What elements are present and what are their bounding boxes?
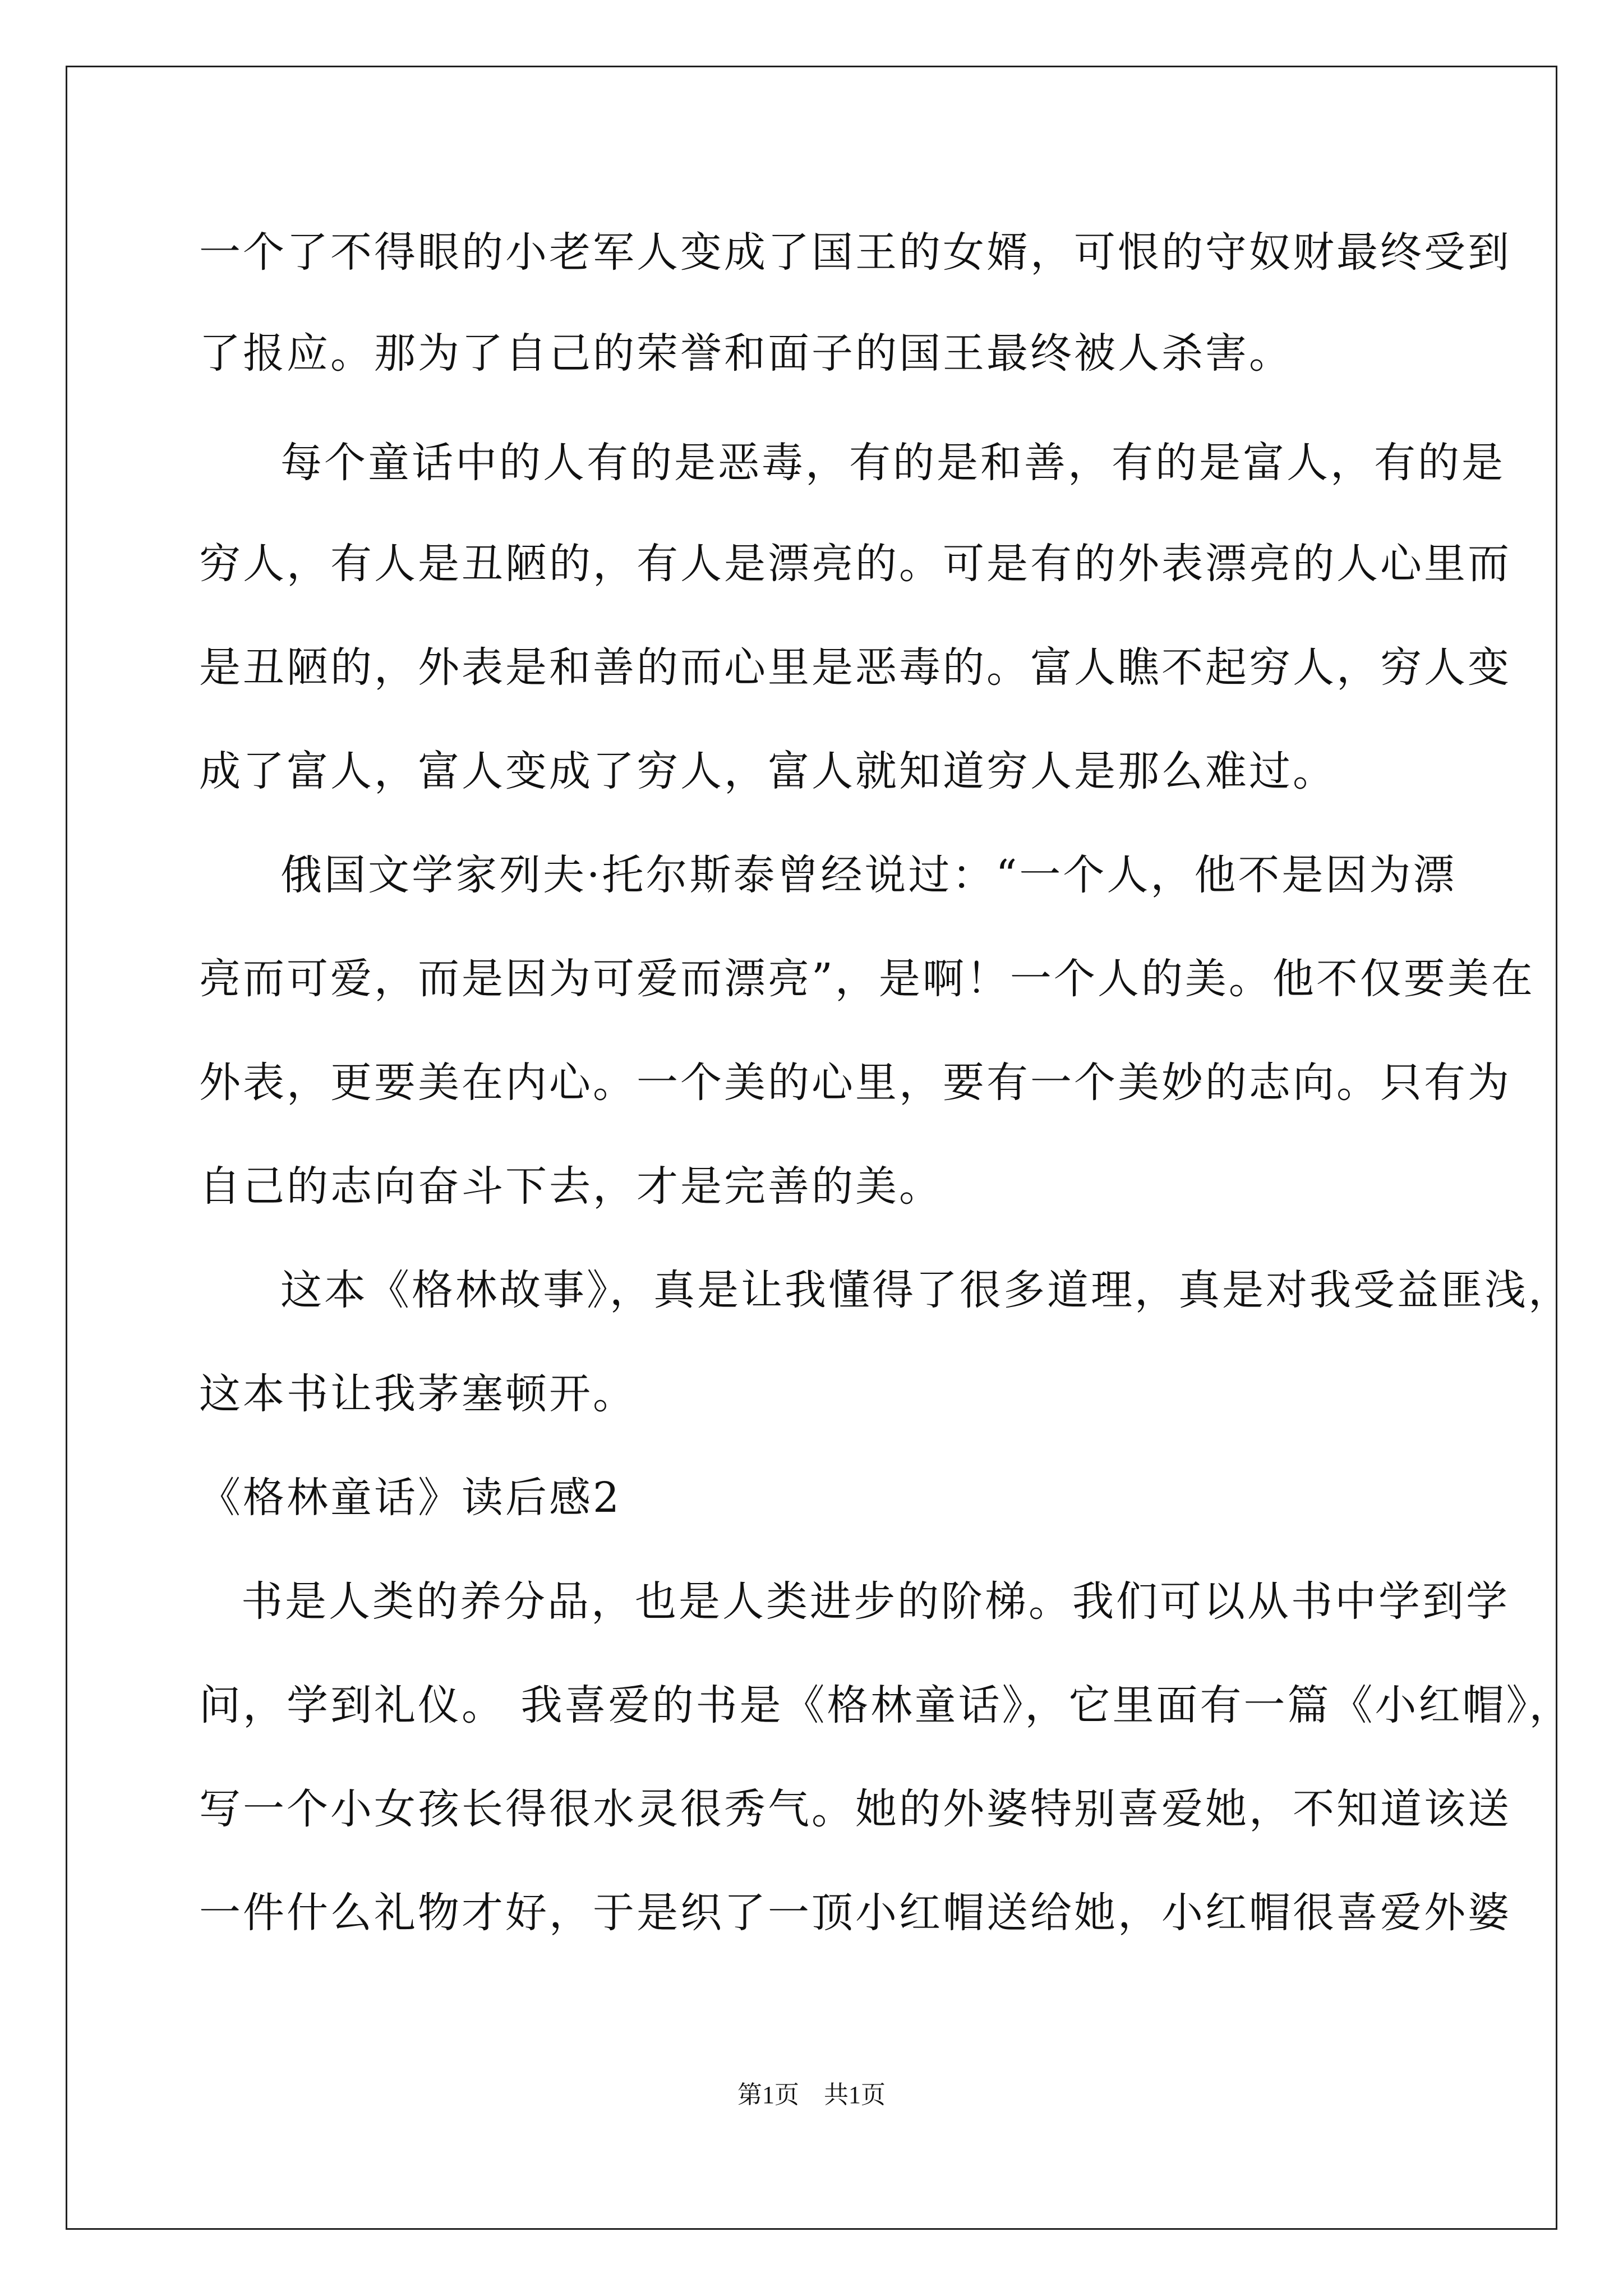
text-line: 一件什么礼物才好，于是织了一顶小红帽送给她，小红帽很喜爱外婆: [199, 1889, 1511, 1937]
text-line: 是丑陋的，外表是和善的而心里是恶毒的。富人瞧不起穷人，穷人变: [199, 643, 1511, 692]
text-line: 每个童话中的人有的是恶毒，有的是和善，有的是富人，有的是: [280, 439, 1505, 487]
text-line: 亮而可爱，而是因为可爱而漂亮”，是啊！一个人的美。他不仅要美在: [199, 955, 1535, 1003]
text-line: 这本《格林故事》，真是让我懂得了很多道理，真是对我受益匪浅，: [280, 1266, 1572, 1314]
text-line: 书是人类的养分品，也是人类进步的阶梯。我们可以从书中学到学: [241, 1577, 1510, 1626]
text-line: 成了富人，富人变成了穷人，富人就知道穷人是那么难过。: [199, 747, 1336, 795]
text-line: 了报应。那为了自己的荣誉和面子的国王最终被人杀害。: [199, 329, 1293, 378]
text-line: 问，学到礼仪。 我喜爱的书是《格林童话》，它里面有一篇《小红帽》，: [199, 1681, 1573, 1729]
text-line: 一个了不得眼的小老军人变成了国王的女婿，可恨的守奴财最终受到: [199, 228, 1511, 277]
text-line: 写一个小女孩长得很水灵很秀气。她的外婆特别喜爱她，不知道该送: [199, 1785, 1511, 1833]
text-line: 这本书让我茅塞顿开。: [199, 1370, 637, 1418]
page-footer: 第1页 共1页: [737, 2081, 886, 2109]
text-line: 外表，更要美在内心。一个美的心里，要有一个美妙的志向。只有为: [199, 1059, 1511, 1107]
text-line: 穷人，有人是丑陋的，有人是漂亮的。可是有的外表漂亮的人心里而: [199, 540, 1511, 588]
text-line: 自己的志向奋斗下去，才是完善的美。: [199, 1162, 943, 1211]
section-heading: 《格林童话》读后感2: [199, 1474, 622, 1522]
text-line: 俄国文学家列夫·托尔斯泰曾经说过：“一个人，他不是因为漂: [280, 851, 1457, 899]
